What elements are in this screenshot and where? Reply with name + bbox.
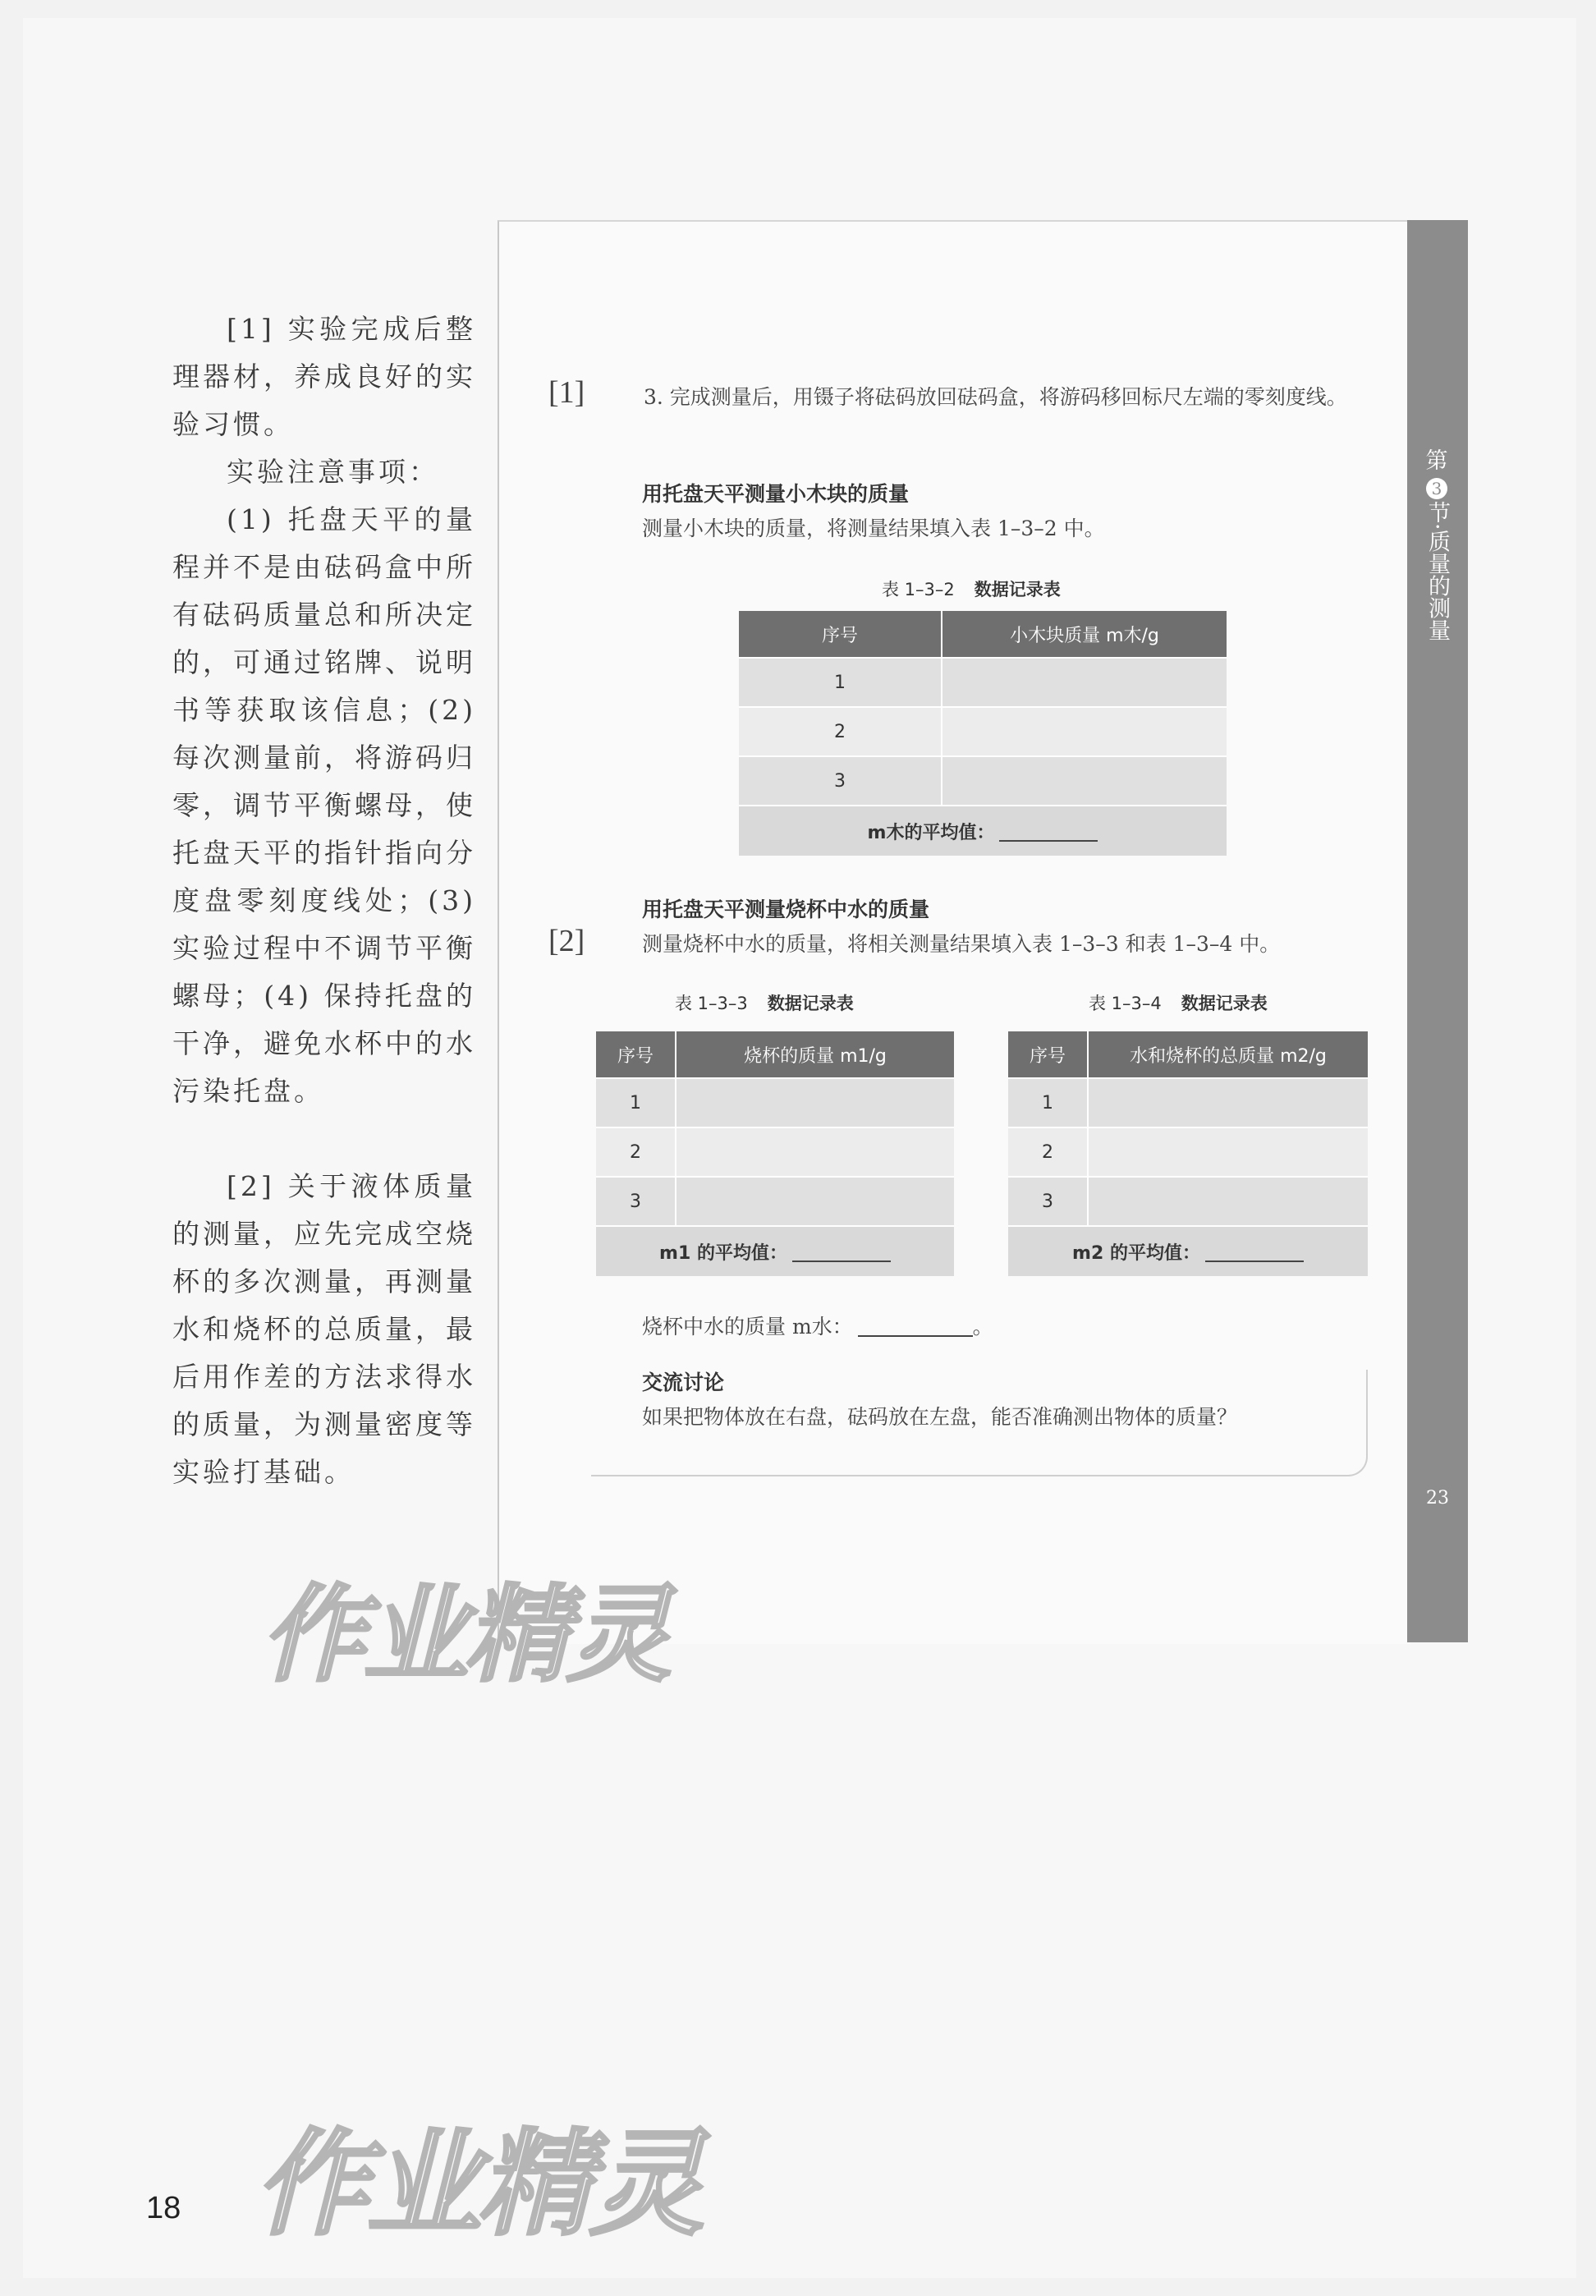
inner-page-number: 23 <box>1426 1488 1449 1508</box>
table-header-index: 序号 <box>739 611 942 658</box>
discussion-text: 如果把物体放在右盘，砝码放在左盘，能否准确测出物体的质量？ <box>642 1405 1238 1429</box>
note-1-subtitle: 实验注意事项： <box>227 456 439 488</box>
note-2: [2] 关于液体质量的测量，应先完成空烧杯的多次测量，再测量水和烧杯的总质量，最后用作差的方法求得水的质量，为测量密度等实验打基础。 <box>172 1170 476 1488</box>
note-1-body: (1) 托盘天平的量程并不是由砝码盒中所有砝码质量总和所决定的，可通过铭牌、说明书等获取该信息；(2) 每次测量前，将游码归零，调节平衡螺母，使托盘天平的指针指向分度盘零刻度线处；(3) 实验过程中不调节平衡螺母；(4) 保持托盘的干净，避免水杯中的水污染托盘。 <box>172 503 476 1107</box>
watermark-bottom: 作业精灵 <box>255 2118 702 2252</box>
table-1-caption: 表 1–3–2 数据记录表 <box>882 580 1061 599</box>
average-row: m2 的平均值： <box>1008 1226 1368 1276</box>
table-row-index: 3 <box>1008 1177 1088 1226</box>
note-1-title: [1] 实验完成后整理器材，养成良好的实验习惯。 <box>172 313 476 440</box>
water-mass-blank[interactable] <box>858 1335 973 1337</box>
table-3-caption: 表 1–3–4 数据记录表 <box>1089 994 1268 1013</box>
discussion-box-border <box>591 1370 1368 1476</box>
section-text-water: 测量烧杯中水的质量，将相关测量结果填入表 1–3–3 和表 1–3–4 中。 <box>642 932 1281 956</box>
section-heading-wood: 用托盘天平测量小木块的质量 <box>642 482 910 506</box>
page-number: 18 <box>146 2191 181 2225</box>
table-row-index: 1 <box>596 1078 676 1127</box>
average-row: m木的平均值： <box>739 806 1227 856</box>
average-row: m1 的平均值： <box>596 1226 954 1276</box>
table-cell-blank[interactable] <box>942 756 1227 806</box>
table-cell-blank[interactable] <box>942 707 1227 756</box>
table-header-index: 序号 <box>1008 1031 1088 1078</box>
chapter-number-badge: 3 <box>1426 478 1447 499</box>
table-row-index: 1 <box>1008 1078 1088 1127</box>
table-1-3-3 <box>596 1031 954 1276</box>
table-row-index: 2 <box>1008 1127 1088 1177</box>
step-3-text: 3. 完成测量后，用镊子将砝码放回砝码盒，将游码移回标尺左端的零刻度线。 <box>644 385 1347 409</box>
table-cell-blank[interactable] <box>676 1127 954 1177</box>
chapter-label: 第 3 节·质量的测量 <box>1424 448 1450 641</box>
chapter-side-strip <box>1407 220 1468 1642</box>
table-cell-blank[interactable] <box>1088 1127 1368 1177</box>
table-cell-blank[interactable] <box>676 1177 954 1226</box>
section-text-wood: 测量小木块的质量，将测量结果填入表 1–3–2 中。 <box>642 517 1105 540</box>
average-blank[interactable] <box>792 1261 891 1262</box>
table-1-3-4 <box>1008 1031 1368 1276</box>
table-row-index: 1 <box>739 658 942 707</box>
side-notes <box>172 305 476 1496</box>
table-header-beaker-mass: 烧杯的质量 m1/g <box>676 1031 954 1078</box>
water-mass-line: 烧杯中水的质量 m水： 。 <box>642 1315 993 1339</box>
average-blank[interactable] <box>1205 1261 1304 1262</box>
table-cell-blank[interactable] <box>1088 1177 1368 1226</box>
table-row-index: 3 <box>739 756 942 806</box>
section-heading-water: 用托盘天平测量烧杯中水的质量 <box>642 898 930 921</box>
table-header-total-mass: 水和烧杯的总质量 m2/g <box>1088 1031 1368 1078</box>
table-2-caption: 表 1–3–3 数据记录表 <box>675 994 854 1013</box>
reference-marker-1: [1] <box>548 375 585 410</box>
table-row-index: 3 <box>596 1177 676 1226</box>
reference-marker-2: [2] <box>548 924 585 958</box>
table-cell-blank[interactable] <box>942 658 1227 707</box>
table-header-index: 序号 <box>596 1031 676 1078</box>
table-1-3-2 <box>739 611 1227 856</box>
table-row-index: 2 <box>739 707 942 756</box>
table-row-index: 2 <box>596 1127 676 1177</box>
average-blank[interactable] <box>999 840 1098 842</box>
discussion-heading: 交流讨论 <box>642 1371 725 1394</box>
table-cell-blank[interactable] <box>676 1078 954 1127</box>
chapter-title: 节·质量的测量 <box>1424 501 1450 641</box>
watermark-top: 作业精灵 <box>261 1574 669 1697</box>
table-header-wood-mass: 小木块质量 m木/g <box>942 611 1227 658</box>
table-cell-blank[interactable] <box>1088 1078 1368 1127</box>
